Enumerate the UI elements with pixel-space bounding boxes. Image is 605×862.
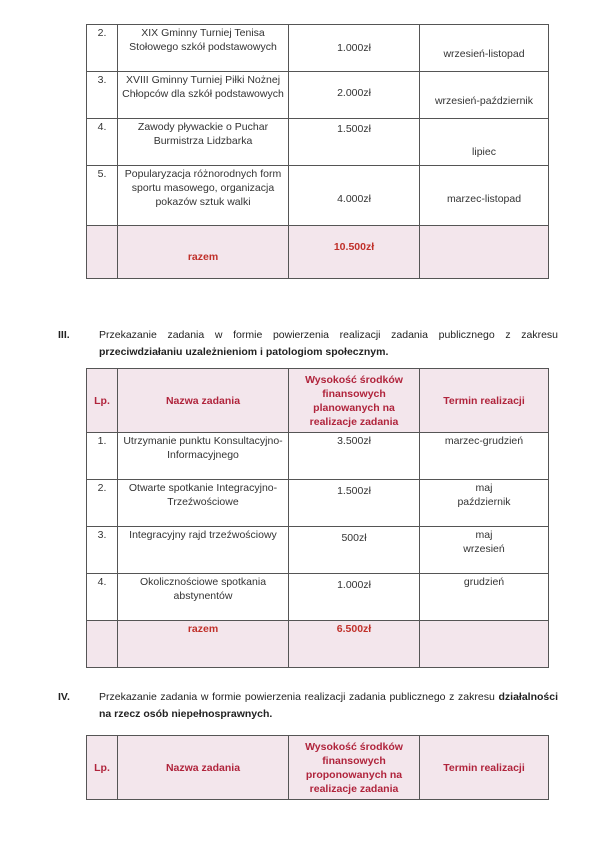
row-amount: 1.000zł [289,574,420,621]
row-name: XVIII Gminny Turniej Piłki Nożnej Chłopców dla szkół podstawowych [118,72,289,119]
row-amount: 1.500zł [289,480,420,527]
row-lp: 3. [87,527,118,574]
table-row [87,527,549,574]
total-label: razem [118,621,289,668]
section-number: IV. [58,691,70,703]
row-amount: 2.000zł [289,72,420,119]
total-amount: 6.500zł [289,621,420,668]
term-line-2: październik [457,496,511,508]
table-row [87,166,549,226]
table-row [87,119,549,166]
header-name: Nazwa zadania [118,736,289,800]
row-amount: 1.500zł [289,119,420,166]
row-amount: 4.000zł [289,166,420,226]
row-name: Otwarte spotkanie Integracyjno- Trzeźwościowe [118,480,289,527]
section-text: Przekazanie zadania w formie powierzenia realizacji zadania publicznego z zakresu [99,329,558,341]
table-header-row [87,736,549,800]
row-term: wrzesień-październik [420,72,549,119]
row-name: Utrzymanie punktu Konsultacyjno- Informacyjnego [118,433,289,480]
row-term [420,480,549,527]
row-amount: 1.000zł [289,25,420,72]
sports-tasks-table [86,24,549,279]
row-term [420,527,549,574]
table-row [87,25,549,72]
row-lp: 2. [87,25,118,72]
term-line-1: maj [475,529,493,541]
table-header-row [87,369,549,433]
term-line-2: wrzesień [463,543,505,555]
table-row [87,574,549,621]
row-amount: 500zł [289,527,420,574]
row-term: wrzesień-listopad [420,25,549,72]
total-amount: 10.500zł [289,226,420,279]
row-lp: 4. [87,119,118,166]
row-name: Okolicznościowe spotkania abstynentów [118,574,289,621]
header-amount: Wysokość środków finansowych planowanych na realizacje zadania [289,369,420,433]
section-iii-heading [58,327,558,361]
total-label: razem [118,226,289,279]
row-term: marzec-grudzień [420,433,549,480]
section-iv-heading [58,689,558,723]
row-lp: 3. [87,72,118,119]
row-lp: 5. [87,166,118,226]
section-number: III. [58,329,70,341]
row-lp: 2. [87,480,118,527]
header-term: Termin realizacji [420,369,549,433]
header-name: Nazwa zadania [118,369,289,433]
row-lp: 1. [87,433,118,480]
header-lp: Lp. [87,369,118,433]
row-lp: 4. [87,574,118,621]
section-text: Przekazanie zadania w formie powierzenia realizacji zadania publicznego z zakresu [99,691,495,703]
section-bold-text: działalności na rzecz osób niepełnosprawnych. [99,691,559,720]
table-row [87,480,549,527]
disability-tasks-table [86,735,549,800]
addiction-prevention-table [86,368,549,668]
row-name: Popularyzacja różnorodnych form sportu masowego, organizacja pokazów sztuk walki [118,166,289,226]
row-name: Zawody pływackie o Puchar Burmistrza Lidzbarka [118,119,289,166]
header-term: Termin realizacji [420,736,549,800]
row-amount: 3.500zł [289,433,420,480]
row-name: XIX Gminny Turniej Tenisa Stołowego szkół podstawowych [118,25,289,72]
row-term: marzec-listopad [420,166,549,226]
row-term: grudzień [420,574,549,621]
row-name: Integracyjny rajd trzeźwościowy [118,527,289,574]
table-row [87,72,549,119]
header-amount: Wysokość środków finansowych proponowanych na realizacje zadania [289,736,420,800]
total-row [87,621,549,668]
header-lp: Lp. [87,736,118,800]
row-term: lipiec [420,119,549,166]
table-row [87,433,549,480]
section-bold-text: przeciwdziałaniu uzależnieniom i patologiom społecznym. [99,346,389,358]
total-row [87,226,549,279]
term-line-1: maj [475,482,493,494]
